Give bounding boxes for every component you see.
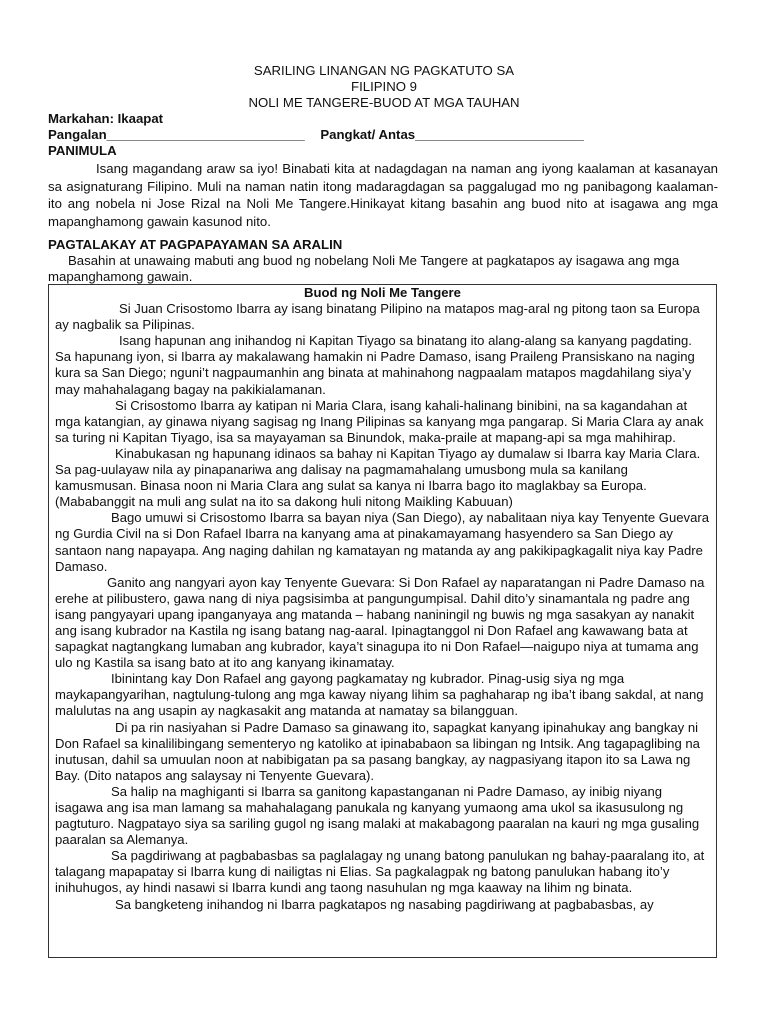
lesson-heading: PAGTALAKAY AT PAGPAPAYAMAN SA ARALIN: [48, 237, 343, 252]
summary-paragraph: Si Juan Crisostomo Ibarra ay isang binatang Pilipino na matapos mag-aral ng pitong taon sa Europa ay nagbalik sa Pilipinas.: [55, 301, 700, 333]
summary-paragraph: Isang hapunan ang inihandog ni Kapitan Tiyago sa binatang ito alang-alang sa kanyang pagdating. Sa hapunang iyon, si Ibarra ay makalawang hamakin ni Padre Damaso, isang Praileng Pransiskano na naging kura sa San Diego; nguni’t nagpaumanhin ang binata at mahinahong nagpaalam matapos magdahilang siya’y may mahahalagang bagay na pakikialamanan.: [55, 333, 695, 397]
pangalan-field[interactable]: Pangalan___________________________: [48, 127, 305, 142]
summary-paragraph: Kinabukasan ng hapunang idinaos sa bahay ni Kapitan Tiyago ay dumalaw si Ibarra kay Maria Clara. Sa pag-uulayaw nila ay pinapanariwa ang dalisay na pagmamahalang umusbong mula sa kanilang kamusmusan. Binasa noon ni Maria Clara ang sulat sa kanya ni Ibarra bago ito maglakbay sa Europa. (Mababanggit na muli ang sulat na ito sa dakong huli nitong Maikling Kabuuan): [55, 445, 701, 510]
intro-paragraph: Isang magandang araw sa iyo! Binabati kita at nadagdagan na naman ang iyong kaalaman at kasanayan sa asignaturang Filipino. Muli na naman natin itong madaragdagan sa paggalugad mo ng panibagong kaalaman- ito ang nobela ni Jose Rizal na Noli Me Tangere.Hinikayat kitang basahin ang buod nito at isagawa ang mga mapanghamong gawain kasunod nito.: [48, 161, 718, 229]
summary-paragraph: Di pa rin nasiyahan si Padre Damaso sa ginawang ito, sapagkat kanyang ipinahukay ang bangkay ni Don Rafael sa kinalilibingang sementeryo ng katoliko at ipinababaon sa libingan ng Intsik. Ang tagapaglibing na inutusan, dahil sa umuulan noon at nabibigatan pa sa pasang bangkay, ay nagpasiyang itapon ito sa Lawa ng Bay. (Dito natapos ang salaysay ni Tenyente Guevara).: [55, 719, 700, 783]
instructions-paragraph: Basahin at unawaing mabuti ang buod ng nobelang Noli Me Tangere at pagkatapos ay isagawa ang mga mapanghamong gawain.: [48, 253, 680, 284]
intro-section: [48, 160, 718, 230]
name-grade-row: [48, 127, 718, 143]
summary-paragraph: Sa bangketeng inihandog ni Ibarra pagkatapos ng nasabing pagdiriwang at pagbabasbas, ay: [115, 896, 654, 912]
header-line-1: SARILING LINANGAN NG PAGKATUTO SA: [253, 63, 515, 78]
header-line-2: FILIPINO 9: [351, 79, 417, 94]
summary-paragraph: Bago umuwi si Crisostomo Ibarra sa bayan niya (San Diego), ay nabalitaan niya kay Tenyente Guevara ng Gurdia Civil na si Don Rafael Ibarra na kanyang ama at pinakamayamang hasyendero sa San Diego ay santaon nang napayapa. Ang naging dahilan ng kamatayan ng matanda ay ang pakikipagkagalit niya kay Padre Damaso.: [55, 510, 710, 574]
document-header: [0, 63, 768, 111]
summary-paragraph: Sa pagdiriwang at pagbabasbas sa paglalagay ng unang batong panulukan ng bahay-paaralang ito, at talagang mapapatay si Ibarra kung di nailigtas ni Elias. Sa pagkalagpak ng batong panulukan habang ito’y inihuhugos, ay hindi nasawi si Ibarra kundi ang taong nasuhulan ng mga kaaway na lihim ng binata.: [55, 848, 705, 896]
summary-paragraph: Ganito ang nangyari ayon kay Tenyente Guevara: Si Don Rafael ay naparatangan ni Padre Damaso na erehe at pilibustero, gawa nang di niya pagsisimba at pangungumpisal. Dahil dito’y sinamantala ng padre ang isang pangyayari upang ipanganyaya ang matanda – habang naniningil ng buwis ng mga sasakyan ay nanakit ang isang kubrador na Kastila ng isang batang nag-aaral. Ipinagtanggol ni Don Rafael ang kawawang bata at sapagkat nagtangkang lumaban ang kubrador, kaya’t sinagupa ito ni Don Rafael—naigupo niya at tumama ang ulo ng Kastila sa isang bato at ito ang kanyang ikinamatay.: [55, 574, 705, 671]
pangkat-field[interactable]: Pangkat/ Antas_______________________: [320, 127, 584, 142]
summary-paragraph: Sa halip na maghiganti si Ibarra sa ganitong kapastanganan ni Padre Damaso, ay inibig niyang isagawa ang isa man lamang sa mahahalagang panukala ng kanyang yumaong ama ukol sa ikasusulong ng pagtuturo. Nagpatayo siya sa sariling gugol ng isang malaki at makabagong paaralan na kauri ng mga gusaling paaralan sa Alemanya.: [55, 783, 700, 848]
summary-title: Buod ng Noli Me Tangere: [304, 285, 461, 300]
summary-paragraph: Ibinintang kay Don Rafael ang gayong pagkamatay ng kubrador. Pinag-usig siya ng mga maykapangyarihan, nagtulung-tulong ang mga kaway niyang lihim sa paghaharap ng iba’t ibang sakdal, at nang malulutas na ang usapin ay nagkasakit ang matanda at namatay sa bilangguan.: [55, 671, 704, 719]
markahan-label: Markahan: Ikaapat: [48, 111, 164, 126]
lesson-instructions: [48, 253, 718, 285]
panimula-heading: PANIMULA: [48, 143, 117, 158]
summary-box: [48, 284, 717, 958]
header-line-3: NOLI ME TANGERE-BUOD AT MGA TAUHAN: [248, 95, 520, 110]
summary-paragraph: Si Crisostomo Ibarra ay katipan ni Maria Clara, isang kahali-halinang binibini, na sa kagandahan at mga katangian, ay ginawa niyang sagisag ng Inang Pilipinas sa kanyang mga pangarap. Si Maria Clara ay anak sa turing ni Kapitan Tiyago, isa sa mayayaman sa Binundok, maka-praile at mapang-api sa mga mahihirap.: [55, 397, 704, 445]
